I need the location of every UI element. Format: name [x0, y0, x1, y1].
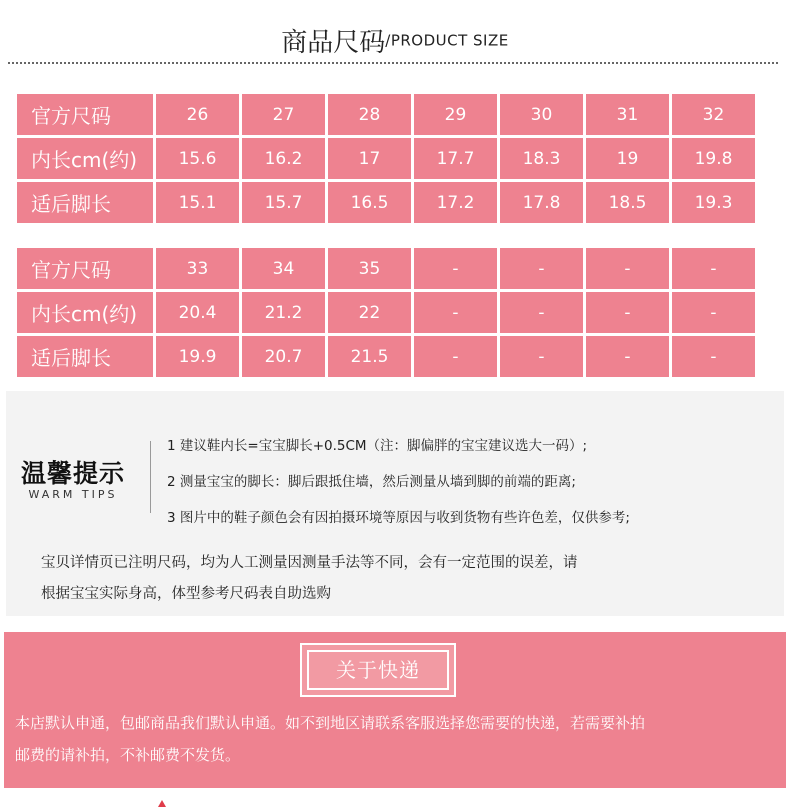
size-cell: 17 — [328, 138, 411, 179]
measurement-note: 宝贝详情页已注明尺码，均为人工测量因测量手法等不同，会有一定范围的误差，请 — [41, 555, 578, 571]
size-cell: - — [672, 292, 755, 333]
size-cell: 17.8 — [500, 182, 583, 223]
size-cell: - — [414, 292, 497, 333]
size-cell: 18.5 — [586, 182, 669, 223]
size-cell: 29 — [414, 94, 497, 135]
title-slash: / — [385, 31, 391, 50]
express-text: 邮费的请补拍，不补邮费不发货。 — [15, 746, 241, 764]
about-express-button[interactable] — [300, 643, 456, 697]
tips-divider — [150, 441, 151, 513]
size-row — [17, 248, 755, 289]
size-cell: 19 — [586, 138, 669, 179]
size-cell: 35 — [328, 248, 411, 289]
size-cell: 21.2 — [242, 292, 325, 333]
size-row-header: 内长cm(约) — [17, 138, 153, 179]
size-cell: 22 — [328, 292, 411, 333]
size-cell: 32 — [672, 94, 755, 135]
size-cell: 20.4 — [156, 292, 239, 333]
size-row — [17, 336, 755, 377]
size-cell: 17.2 — [414, 182, 497, 223]
size-cell: - — [500, 248, 583, 289]
size-cell: 18.3 — [500, 138, 583, 179]
page-title — [0, 22, 790, 59]
size-table-1 — [14, 91, 758, 226]
size-row-header: 官方尺码 — [17, 94, 153, 135]
title-cn: 商品尺码 — [281, 28, 386, 58]
measurement-note: 根据宝宝实际身高，体型参考尺码表自助选购 — [41, 586, 331, 602]
size-cell: 21.5 — [328, 336, 411, 377]
size-cell: - — [586, 248, 669, 289]
size-cell: 28 — [328, 94, 411, 135]
size-cell: 34 — [242, 248, 325, 289]
size-cell: 26 — [156, 94, 239, 135]
size-row-header: 官方尺码 — [17, 248, 153, 289]
size-row — [17, 138, 755, 179]
size-row — [17, 292, 755, 333]
size-cell: 19.9 — [156, 336, 239, 377]
warm-tips-title: 温馨提示 — [20, 459, 125, 488]
express-section — [4, 632, 786, 788]
about-express-label: 关于快递 — [307, 650, 449, 690]
size-cell: - — [500, 336, 583, 377]
size-row-header: 适后脚长 — [17, 336, 153, 377]
size-cell: 16.5 — [328, 182, 411, 223]
tip-item: 1 建议鞋内长=宝宝脚长+0.5CM（注：脚偏胖的宝宝建议选大一码）; — [167, 438, 588, 454]
size-row — [17, 182, 755, 223]
size-cell: - — [672, 248, 755, 289]
size-cell: 30 — [500, 94, 583, 135]
size-row-header: 内长cm(约) — [17, 292, 153, 333]
size-cell: 15.6 — [156, 138, 239, 179]
size-cell: 27 — [242, 94, 325, 135]
warm-tips-section — [6, 391, 784, 616]
size-cell: 15.1 — [156, 182, 239, 223]
size-cell: 17.7 — [414, 138, 497, 179]
size-cell: 31 — [586, 94, 669, 135]
size-cell: - — [500, 292, 583, 333]
size-cell: 15.7 — [242, 182, 325, 223]
size-cell: - — [414, 336, 497, 377]
tip-item: 3 图片中的鞋子颜色会有因拍摄环境等原因与收到货物有些许色差，仅供参考; — [167, 510, 630, 526]
size-cell: - — [586, 336, 669, 377]
warm-tips-subtitle: WARM TIPS — [28, 488, 118, 501]
size-cell: 33 — [156, 248, 239, 289]
title-en: PRODUCT SIZE — [390, 31, 509, 50]
size-cell: - — [672, 336, 755, 377]
size-cell: 20.7 — [242, 336, 325, 377]
dotted-divider — [8, 62, 778, 64]
size-cell: - — [414, 248, 497, 289]
size-cell: - — [586, 292, 669, 333]
size-row — [17, 94, 755, 135]
size-cell: 16.2 — [242, 138, 325, 179]
size-row-header: 适后脚长 — [17, 182, 153, 223]
express-text: 本店默认申通，包邮商品我们默认申通。如不到地区请联系客服选择您需要的快递，若需要补拍 — [15, 714, 646, 732]
decoration-icon — [158, 800, 166, 807]
tip-item: 2 测量宝宝的脚长：脚后跟抵住墙，然后测量从墙到脚的前端的距离; — [167, 474, 576, 490]
size-cell: 19.8 — [672, 138, 755, 179]
size-table-2 — [14, 245, 758, 380]
size-cell: 19.3 — [672, 182, 755, 223]
